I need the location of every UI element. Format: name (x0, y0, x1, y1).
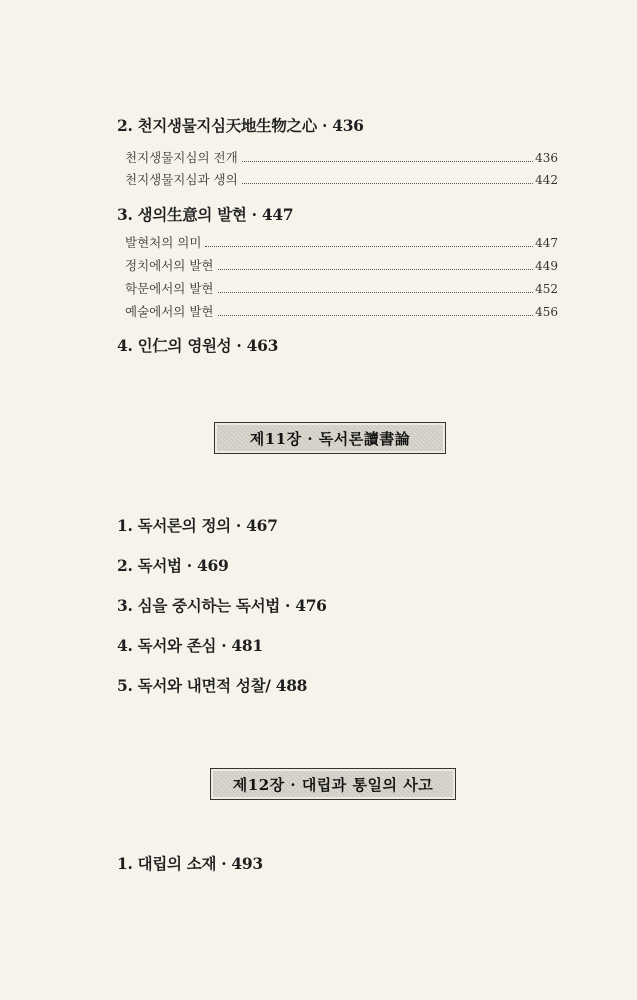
toc-entry (125, 148, 558, 166)
section-3-heading: 3. 생의生意의 발현 · 447 (117, 205, 294, 224)
chapter-12-banner (210, 768, 456, 800)
chapter-12-title: 제12장 · 대립과 통일의 사고 (232, 775, 434, 794)
chapter-11-section: 3. 심을 중시하는 독서법 · 476 (117, 596, 327, 615)
toc-entry-page: 456 (535, 305, 558, 319)
toc-entry-label: 정치에서의 발현 (125, 258, 214, 273)
dot-leader (218, 315, 534, 316)
chapter-12-section: 1. 대립의 소재 · 493 (117, 854, 263, 873)
dot-leader (242, 183, 533, 184)
chapter-11-section: 4. 독서와 존심 · 481 (117, 636, 263, 655)
toc-entry (125, 233, 558, 251)
toc-entry-label: 학문에서의 발현 (125, 281, 214, 296)
toc-entry-page: 447 (535, 236, 558, 250)
toc-entry (125, 256, 558, 274)
section-4-heading: 4. 인仁의 영원성 · 463 (117, 336, 279, 355)
chapter-11-banner (214, 422, 446, 454)
chapter-11-section: 5. 독서와 내면적 성찰/ 488 (117, 676, 308, 695)
chapter-11-section: 1. 독서론의 정의 · 467 (117, 516, 278, 535)
chapter-11-title: 제11장 · 독서론讀書論 (249, 429, 411, 448)
dot-leader (205, 246, 533, 247)
section-2-heading: 2. 천지생물지심天地生物之心 · 436 (117, 116, 364, 135)
chapter-11-section: 2. 독서법 · 469 (117, 556, 229, 575)
toc-entry-label: 천지생물지심과 생의 (125, 172, 238, 187)
toc-entry (125, 279, 558, 297)
toc-entry (125, 170, 558, 188)
toc-entry-page: 452 (535, 282, 558, 296)
dot-leader (218, 292, 534, 293)
toc-entry-label: 발현처의 의미 (125, 235, 202, 250)
toc-entry-page: 442 (535, 173, 558, 187)
dot-leader (242, 161, 533, 162)
toc-entry-label: 예술에서의 발현 (125, 304, 214, 319)
toc-entry-page: 436 (535, 151, 558, 165)
toc-entry-page: 449 (535, 259, 558, 273)
toc-entry-label: 천지생물지심의 전개 (125, 150, 238, 165)
toc-entry (125, 302, 558, 320)
dot-leader (218, 269, 534, 270)
